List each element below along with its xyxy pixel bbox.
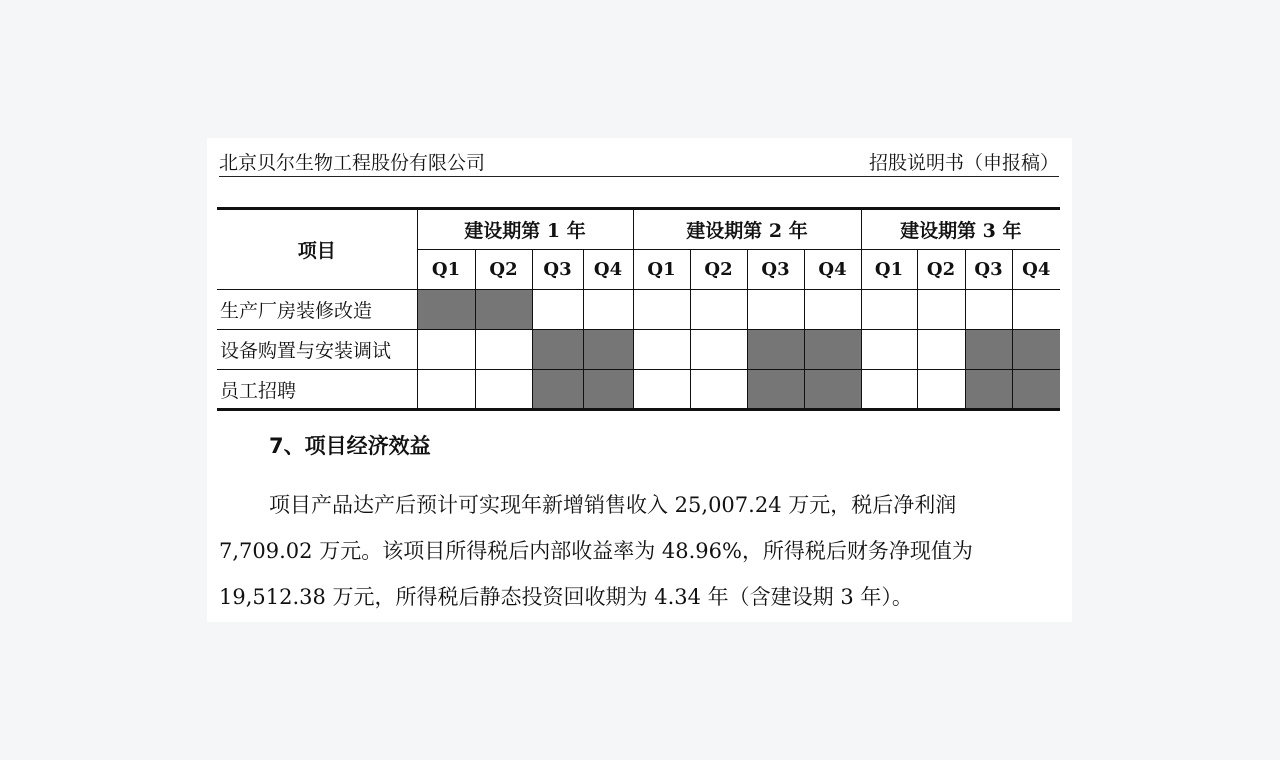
quarter-header: Q2 [690,250,747,290]
schedule-cell [583,290,633,330]
task-label: 生产厂房装修改造 [217,290,417,330]
schedule-cell [690,330,747,370]
paragraph-line: 19,512.38 万元，所得税后静态投资回收期为 4.34 年（含建设期 3 年）。 [219,585,913,609]
quarter-header: Q4 [583,250,633,290]
schedule-cell [633,290,690,330]
schedule-cell [690,290,747,330]
schedule-cell-active [583,330,633,370]
quarter-header: Q4 [804,250,861,290]
schedule-row [217,290,1060,330]
economic-benefit-paragraph [219,482,1061,620]
year-1-header: 建设期第 1 年 [417,209,633,250]
schedule-cell [417,330,475,370]
quarter-header: Q1 [633,250,690,290]
quarter-header: Q3 [965,250,1012,290]
schedule-cell [917,290,965,330]
schedule-cell-active [532,370,583,410]
schedule-cell-active [747,330,804,370]
schedule-cell-active [583,370,633,410]
schedule-cell [861,290,917,330]
schedule-cell [804,290,861,330]
schedule-cell-active [804,330,861,370]
schedule-row [217,370,1060,410]
schedule-cell [475,370,532,410]
schedule-cell [633,370,690,410]
task-label: 设备购置与安装调试 [217,330,417,370]
schedule-cell [917,370,965,410]
schedule-cell [917,330,965,370]
section-title: 7、项目经济效益 [269,434,431,458]
quarter-header: Q1 [417,250,475,290]
schedule-cell-active [417,290,475,330]
paragraph-line: 7,709.02 万元。该项目所得税后内部收益率为 48.96%，所得税后财务净现值为 [219,539,973,563]
schedule-cell-active [1012,330,1060,370]
construction-schedule-table [217,207,1060,411]
company-name: 北京贝尔生物工程股份有限公司 [219,152,486,174]
page-header [219,148,1059,177]
schedule-cell-active [532,330,583,370]
schedule-cell [747,290,804,330]
quarter-header: Q2 [475,250,532,290]
schedule-cell-active [475,290,532,330]
year-header-row [217,209,1060,250]
schedule-cell-active [804,370,861,410]
schedule-cell-active [747,370,804,410]
schedule-cell-active [965,370,1012,410]
schedule-cell [965,290,1012,330]
schedule-cell-active [1012,370,1060,410]
document-type: 招股说明书（申报稿） [868,152,1059,174]
item-header: 项目 [217,209,417,290]
year-3-header: 建设期第 3 年 [861,209,1060,250]
schedule-cell-active [965,330,1012,370]
quarter-header: Q3 [532,250,583,290]
quarter-header: Q4 [1012,250,1060,290]
schedule-row [217,330,1060,370]
schedule-cell [1012,290,1060,330]
schedule-cell [633,330,690,370]
task-label: 员工招聘 [217,370,417,410]
schedule-cell [532,290,583,330]
quarter-header: Q3 [747,250,804,290]
year-2-header: 建设期第 2 年 [633,209,861,250]
schedule-cell [861,370,917,410]
quarter-header: Q2 [917,250,965,290]
schedule-cell [475,330,532,370]
document-page [207,138,1072,622]
paragraph-line: 项目产品达产后预计可实现年新增销售收入 25,007.24 万元，税后净利润 [269,493,957,517]
schedule-cell [861,330,917,370]
schedule-cell [690,370,747,410]
schedule-cell [417,370,475,410]
quarter-header: Q1 [861,250,917,290]
